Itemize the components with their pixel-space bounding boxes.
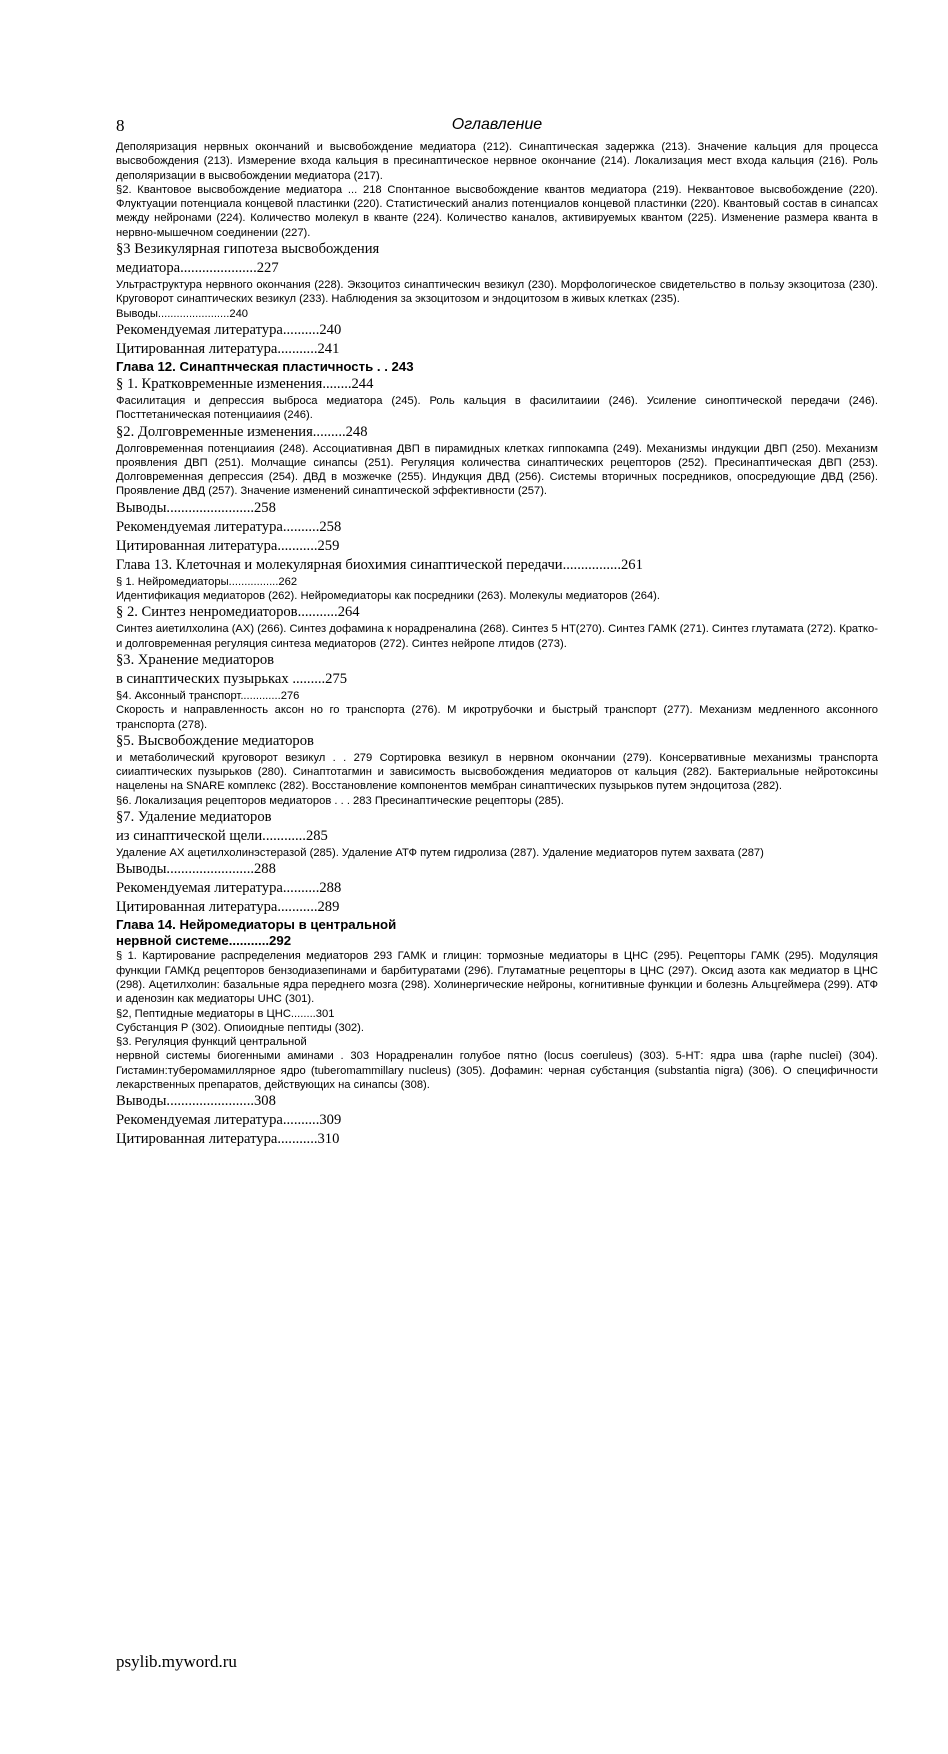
toc-page [116,116,878,1149]
toc-entry: §2. Долговременные изменения.........248 [116,423,368,440]
toc-entry: Рекомендуемая литература..........240 [116,321,342,338]
toc-entry: Рекомендуемая литература..........258 [116,518,342,535]
toc-paragraph: Скорость и направленность аксон но го транспорта (276). М икротрубочки и быстрый транспорт (277). Механизм медленного аксонного транспорта (278). [116,704,878,731]
toc-paragraph: §4. Аксонный транспорт.............276 [116,689,300,702]
toc-entry: Выводы........................258 [116,499,276,516]
toc-paragraph: Субстанция Р (302). Опиоидные пептиды (302). [116,1021,364,1034]
toc-paragraph: §3. Регуляция функций центральной [116,1036,307,1049]
toc-paragraph: Синтез аиетилхолина (АХ) (266). Синтез дофамина к норадреналина (268). Синтез 5 НТ(270). Синтез ГАМК (271). Синтез глутамата (272). Кратко- и долговременная регуляция синтеза медиаторов (272). Синтез нейропе лтидов (273). [116,623,878,650]
toc-entry: Рекомендуемая литература..........288 [116,880,342,897]
toc-paragraph: Выводы.......................240 [116,307,249,320]
running-title: Оглавление [451,116,543,133]
toc-entry: § 1. Кратковременные изменения........244 [116,375,374,392]
toc-entry: медиатора.....................227 [116,260,279,277]
toc-entry: §3. Хранение медиаторов [116,651,275,668]
toc-entry: §3 Везикулярная гипотеза высвобождения [116,241,380,258]
toc-entry: Рекомендуемая литература..........309 [116,1112,342,1129]
toc-entry: Глава 13. Клеточная и молекулярная биохимия синаптической передачи................261 [116,556,643,573]
toc-paragraph: Фасилитация и депрессия выброса медиатора (245). Роль кальция в фасилитаиии (246). Усиление синоптической передачи (246). Посттетаническая потенциаиия (246). [116,394,878,422]
toc-entry: § 2. Синтез ненромедиаторов...........264 [116,604,360,621]
page-number: 8 [116,116,125,135]
page-header [116,116,878,138]
toc-entry: Цитированная литература...........241 [116,340,340,357]
toc-entry: Выводы........................308 [116,1093,276,1110]
toc-paragraph: § 1. Картирование распределения медиаторов 293 ГАМК и глицин: тормозные медиаторы в ЦНС (295). Рецепторы ГАМК (295). Модуляция функции ГАМКд рецепторов бензодиазепинами и барбитуратами (296). Глутаматные рецепторы в ЦНС (297). Оксид азота как медиатор в ЦНС (298). Ацетилхолин: базальные ядра переднего мозга (298). Холинергические нейроны, когнитивные функции и болезнь Альцгеймера (299). АТФ и аденозин как медиаторы UHC (301). [116,950,878,1006]
toc-paragraph: §2, Пептидные медиаторы в ЦНС........301 [116,1007,335,1020]
toc-paragraph: Удаление АХ ацетилхолинэстеразой (285). Удаление АТФ путем гидролиза (287). Удаление медиаторов путем захвата (287) [116,847,764,860]
toc-entry: в синаптических пузырьках .........275 [116,670,348,687]
toc-paragraph: §6. Локализация рецепторов медиаторов . . . 283 Пресинаптические рецепторы (285). [116,794,564,807]
toc-entry: Цитированная литература...........289 [116,899,340,916]
chapter-heading: Глава 14. Нейромедиаторы в центральной [116,917,397,933]
toc-paragraph: Деполяризация нервных окончаний и высвобождение медиатора (212). Синаптическая задержка (213). Значение кальция для процесса высвобождения (213). Измерение входа кальция в пресинаптическое нервное окончание (214). Локализация мест входа кальция (216). Роль деполяризации в высвобождении медиатора (217). [116,141,878,182]
toc-entry: Цитированная литература...........259 [116,537,340,554]
toc-paragraph: и метаболический круговорот везикул . . 279 Сортировка везикул в нервном окончании (279). Консервативные механизмы транспорта сииаптических пузырьков (280). Синаптотагмин и зависимость высвобождения медиаторов от кальция (282). Бактериальные нейротоксины нацелены на SNARE комплекс (282). Восстановление компонентов мембран синаптических пузырьков путем эндоцитоза (282). [116,751,878,793]
toc-paragraph: Ультраструктура нервного окончания (228). Экзоцитоз синаптическич везикул (230). Морфологическое свидетельство в пользу экзоцитоза (230). Круговорот синаптических везикул (233). Наблюдения за экзоцитозом и эндоцитозом в живых клетках (235). [116,279,878,306]
toc-entry: §7. Удаление медиаторов [116,809,272,826]
chapter-heading: Глава 12. Синаптнческая пластичность . . 243 [116,358,414,374]
toc-paragraph: Идентификация медиаторов (262). Нейромедиаторы как посредники (263). Молекулы медиаторов (264). [116,590,661,603]
toc-paragraph: нервной системы биогенными аминами . 303 Норадреналин голубое пятно (locus coeruleus) (303). 5-НТ: ядра шва (raphe nuclei) (304). Гистамин:туберомамиллярное ядро (tuberomammillary nucleus) (305). Дофамин: черная субстанция (substantia nigra) (306). О специфичности лекарственных препаратов, действующих на синапсы (308). [116,1050,878,1091]
chapter-heading: нервной системе...........292 [116,933,292,949]
toc-paragraph: §2. Квантовое высвобождение медиатора ... 218 Спонтанное высвобождение квантов медиатора (219). Неквантовое высвобождение (220). Флуктуации потенциала концевой пластинки (220). Статистический анализ потенциалов концевой пластинки (220). Квантовый состав в синапсах между нейронами (224). Количество молекул в кванте (224). Количество каналов, активируемых квантом (225). Изменение размера кванта в нервно-мышечном соединении (227). [116,183,878,239]
toc-entry: из синаптической щели............285 [116,828,328,845]
toc-entry: Цитированная литература...........310 [116,1131,340,1148]
toc-body [116,140,878,1149]
toc-entry: §5. Высвобождение медиаторов [116,732,314,749]
toc-paragraph: Долговременная потенциаиия (248). Ассоциативная ДВП в пирамидных клетках гиппокампа (249). Механизмы индукции ДВП (250). Механизм проявления ДВП (251). Молчащие синапсы (251). Регуляция количества синаптических рецепторов (252). Пресинаптическая ДВП (253). Долговременная депрессия (254). ДВД в мозжечке (255). Индукция ДВД (256). Системы вторичных посредников, опосредующие ДВД (256). Проявление ДВД (257). Значение изменений синаптической эффективности (257). [116,442,878,498]
footer-site: psylib.myword.ru [116,1652,237,1671]
toc-paragraph: § 1. Нейромедиаторы................262 [116,575,298,588]
toc-entry: Выводы........................288 [116,861,276,878]
